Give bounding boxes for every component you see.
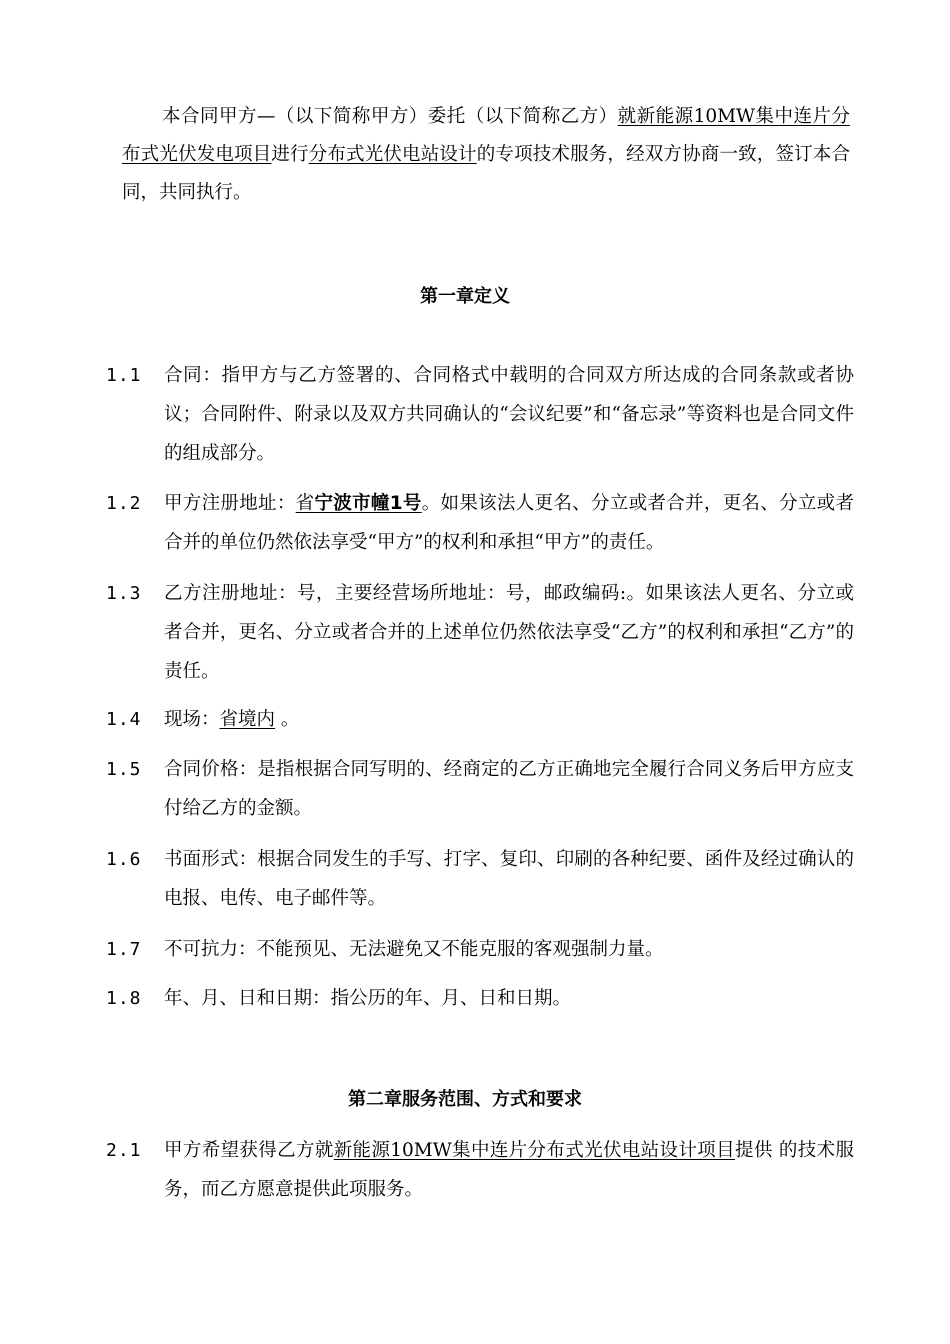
clause-number: 1.2	[106, 493, 142, 514]
clause-text: 合同价格：是指根据合同写明的、经商定的乙方正确地完全履行合同义务后甲方应支付给乙方的金额。	[164, 759, 854, 819]
clause-number: 1.4	[106, 709, 142, 730]
clause-text: 年、月、日和日期：指公历的年、月、日和日期。	[164, 988, 572, 1009]
chapter2-title: 第二章服务范围、方式和要求	[348, 1089, 582, 1110]
intro-text-1: 本合同甲方—（以下简称甲方）委托（以下简称乙方）	[162, 106, 618, 127]
clause-pre: 甲方希望获得乙方就	[164, 1140, 334, 1161]
clause-post: 提供 的技术服务，而乙方愿意提供此项服务。	[164, 1140, 854, 1200]
clause-text	[164, 1131, 854, 1209]
clause-pre: 甲方注册地址：	[164, 493, 296, 514]
clause-1-3	[106, 574, 854, 691]
intro-text-2: 进行	[271, 144, 309, 165]
clause-number: 2.1	[106, 1140, 142, 1161]
intro-text-3: 的专项技术服务，经双方协商一致，签订本合同，共同执行。	[122, 144, 850, 203]
clause-text: 不可抗力：不能预见、无法避免又不能克服的客观强制力量。	[164, 939, 664, 960]
clause-1-8	[106, 979, 854, 1018]
chapter1-title: 第一章定义	[420, 286, 510, 307]
site-location: 省境内	[219, 709, 276, 730]
clause-number: 1.3	[106, 583, 142, 604]
address-city: 宁波市幢1号	[314, 493, 422, 514]
clause-2-1	[106, 1131, 854, 1209]
clause-1-7	[106, 930, 854, 969]
clause-text: 书面形式：根据合同发生的手写、打字、复印、印刷的各种纪要、函件及经过确认的电报、电传、电子邮件等。	[164, 849, 854, 909]
clause-number: 1.7	[106, 939, 142, 960]
intro-service-name: 分布式光伏电站设计	[308, 144, 477, 165]
clause-number: 1.1	[106, 365, 142, 386]
clause-post: 。	[275, 709, 300, 730]
project-name: 新能源10MW集中连片分布式光伏电站设计项目	[333, 1140, 735, 1161]
clause-text: 乙方注册地址：号，主要经营场所地址：号，邮政编码:。如果该法人更名、分立或者合并，更名、分立或者合并的上述单位仍然依法享受“乙方”的权利和承担“乙方”的责任。	[164, 583, 854, 682]
clause-1-2	[106, 484, 854, 562]
clause-number: 1.6	[106, 849, 142, 870]
clause-text	[164, 700, 854, 739]
intro-project-name: 就新能源10MW集中连片分布式光伏发电项目	[122, 106, 850, 165]
clause-1-6	[106, 840, 854, 918]
intro-paragraph	[122, 98, 850, 212]
address-province: 省	[295, 493, 315, 514]
clause-number: 1.8	[106, 988, 142, 1009]
clause-1-5	[106, 750, 854, 828]
clause-1-4	[106, 700, 854, 739]
clause-number: 1.5	[106, 759, 142, 780]
clause-text	[164, 484, 854, 562]
clause-pre: 现场：	[164, 709, 220, 730]
clause-1-1	[106, 356, 854, 473]
clause-text: 合同：指甲方与乙方签署的、合同格式中载明的合同双方所达成的合同条款或者协议；合同附件、附录以及双方共同确认的“会议纪要”和“备忘录”等资料也是合同文件的组成部分。	[164, 365, 854, 464]
clause-post: 。如果该法人更名、分立或者合并，更名、分立或者合并的单位仍然依法享受“甲方”的权利和承担“甲方”的责任。	[164, 493, 854, 553]
